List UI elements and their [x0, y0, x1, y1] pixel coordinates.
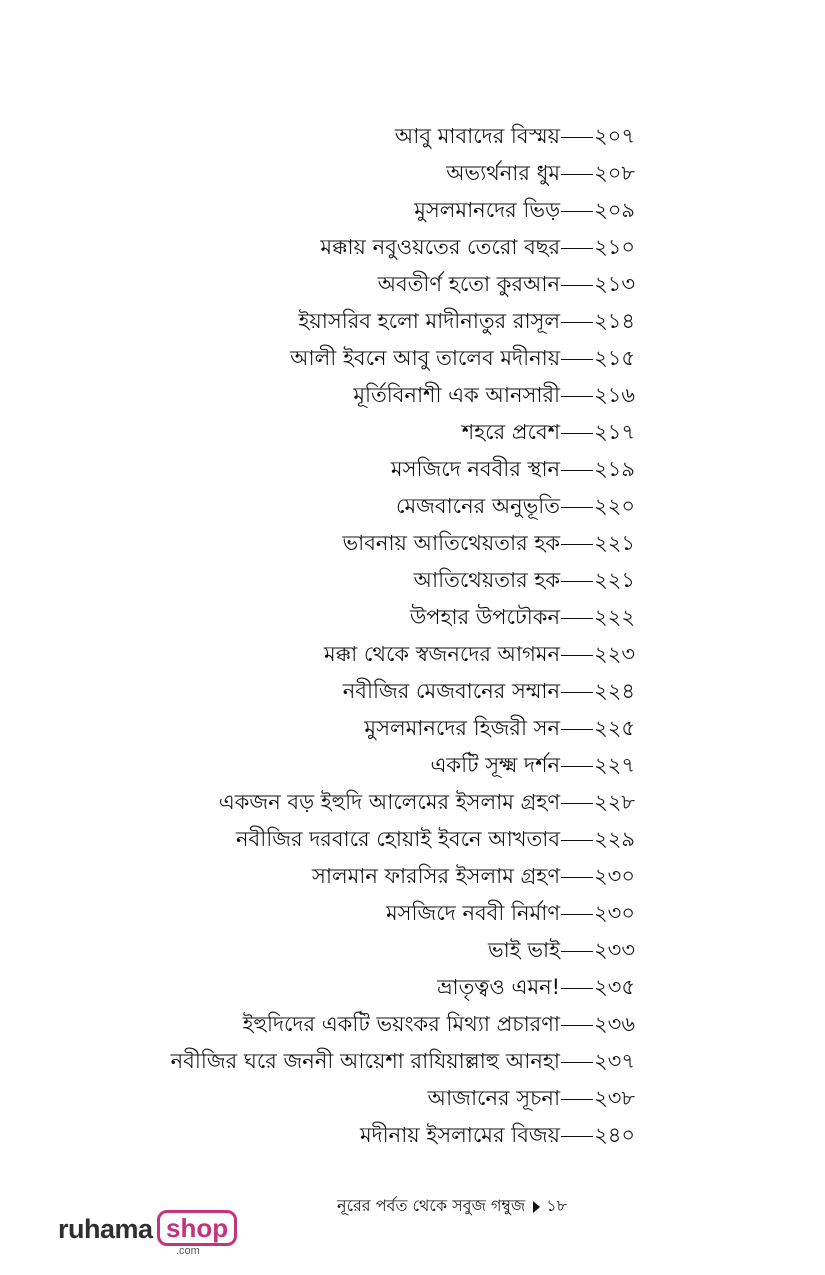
logo-domain-text: .com: [176, 1245, 200, 1257]
toc-entry-page: ২২৫: [594, 716, 635, 740]
toc-entry-title: নবীজির মেজবানের সম্মান: [342, 679, 561, 703]
toc-entry: [75, 747, 635, 784]
toc-entry-title: মক্কায় নবুওয়তের তেরো বছর: [320, 235, 561, 259]
toc-entry-title: ইহুদিদের একটি ভয়ংকর মিথ্যা প্রচারণা: [242, 1012, 561, 1036]
leader-dash: [561, 1136, 593, 1137]
toc-entry-title: উপহার উপঢৌকন: [409, 605, 561, 629]
toc-entry: [75, 636, 635, 673]
toc-entry-page: ২২৯: [594, 827, 635, 851]
logo-left-text: ruhama: [58, 1214, 153, 1244]
leader-dash: [561, 803, 593, 804]
toc-entry: [75, 1006, 635, 1043]
toc-entry-title: আবু মাবাদের বিস্ময়: [394, 124, 561, 148]
leader-dash: [561, 322, 593, 323]
leader-dash: [561, 951, 593, 952]
toc-entry-page: ২২১: [594, 568, 635, 592]
toc-entry-page: ২২২: [594, 605, 635, 629]
toc-entry: [75, 377, 635, 414]
toc-entry: [75, 710, 635, 747]
toc-entry-title: মুসলমানদের হিজরী সন: [364, 716, 561, 740]
leader-dash: [561, 211, 593, 212]
toc-entry-page: ২৩৫: [594, 975, 635, 999]
page-footer: [337, 1193, 567, 1220]
leader-dash: [561, 729, 593, 730]
toc-entry-page: ২১৪: [594, 309, 635, 333]
toc-entry-page: ২৩০: [594, 864, 635, 888]
leader-dash: [561, 692, 593, 693]
toc-entry-title: মুসলমানদের ভিড়: [414, 198, 561, 222]
toc-entry-page: ২০৮: [594, 161, 635, 185]
leader-dash: [561, 359, 593, 360]
toc-entry-page: ২৩৮: [594, 1086, 635, 1110]
toc-entry: [75, 1043, 635, 1080]
toc-entry: [75, 858, 635, 895]
toc-entry-title: সালমান ফারসির ইসলাম গ্রহণ: [312, 864, 561, 888]
toc-entry: [75, 969, 635, 1006]
leader-dash: [561, 766, 593, 767]
toc-entry-page: ২১৬: [594, 383, 635, 407]
toc-entry-title: আজানের সূচনা: [427, 1086, 561, 1110]
toc-entry-page: ২২৪: [594, 679, 635, 703]
toc-entry: [75, 118, 635, 155]
toc-entry-title: মদীনায় ইসলামের বিজয়: [359, 1123, 561, 1147]
toc-entry-title: অভ্যর্থনার ধুম: [446, 161, 561, 185]
toc-entry-page: ২০৯: [594, 198, 635, 222]
toc-entry-page: ২১৭: [594, 420, 635, 444]
toc-entry: [75, 1080, 635, 1117]
leader-dash: [561, 1025, 593, 1026]
toc-entry-title: একজন বড় ইহুদি আলেমের ইসলাম গ্রহণ: [218, 790, 561, 814]
toc-entry: [75, 451, 635, 488]
leader-dash: [561, 618, 593, 619]
toc-entry: [75, 1117, 635, 1154]
leader-dash: [561, 174, 593, 175]
toc-entry-page: ২১৯: [594, 457, 635, 481]
leader-dash: [561, 1062, 593, 1063]
leader-dash: [561, 655, 593, 656]
toc-entry-page: ২২০: [594, 494, 635, 518]
toc-entry: [75, 673, 635, 710]
toc-entry: [75, 340, 635, 377]
toc-entry: [75, 784, 635, 821]
toc-entry: [75, 525, 635, 562]
leader-dash: [561, 470, 593, 471]
toc-entry-title: মেজবানের অনুভূতি: [395, 494, 561, 518]
toc-entry: [75, 266, 635, 303]
leader-dash: [561, 396, 593, 397]
leader-dash: [561, 507, 593, 508]
leader-dash: [561, 840, 593, 841]
leader-dash: [561, 137, 593, 138]
toc-entry-page: ২১৩: [594, 272, 635, 296]
toc-entry: [75, 895, 635, 932]
toc-entry-page: ২২৮: [594, 790, 635, 814]
leader-dash: [561, 877, 593, 878]
toc-entry: [75, 821, 635, 858]
toc-entry: [75, 599, 635, 636]
leader-dash: [561, 581, 593, 582]
toc-entry-page: ২২৭: [594, 753, 635, 777]
toc-entry-title: অবতীর্ণ হতো কুরআন: [377, 272, 561, 296]
toc-entry-title: আলী ইবনে আবু তালেব মদীনায়: [290, 346, 561, 370]
toc-entry: [75, 303, 635, 340]
toc-entry-page: ২৪০: [594, 1123, 635, 1147]
toc-entry-title: মসজিদে নববীর স্থান: [390, 457, 561, 481]
toc-entry-page: ২৩৩: [594, 938, 635, 962]
toc-entry-page: ২০৭: [594, 124, 635, 148]
toc-entry-page: ২১০: [594, 235, 635, 259]
leader-dash: [561, 285, 593, 286]
leader-dash: [561, 988, 593, 989]
toc-entry: [75, 488, 635, 525]
toc-entry-page: ২২৩: [594, 642, 635, 666]
toc-entry: [75, 414, 635, 451]
toc-entry-title: নবীজির দরবারে হোয়াই ইবনে আখতাব: [236, 827, 561, 851]
table-of-contents: [75, 118, 635, 1154]
toc-entry-page: ২২১: [594, 531, 635, 555]
toc-entry-title: আতিথেয়তার হক: [413, 568, 561, 592]
leader-dash: [561, 1099, 593, 1100]
toc-entry-title: মূর্তিবিনাশী এক আনসারী: [353, 383, 561, 407]
toc-entry: [75, 562, 635, 599]
running-title: নূরের পর্বত থেকে সবুজ গম্বুজ: [337, 1196, 526, 1215]
toc-entry-page: ২৩৬: [594, 1012, 635, 1036]
toc-entry-title: মসজিদে নববী নির্মাণ: [385, 901, 561, 925]
toc-entry-title: নবীজির ঘরে জননী আয়েশা রাযিয়াল্লাহু আনহা: [170, 1049, 561, 1073]
page-number: ১৮: [546, 1196, 567, 1215]
toc-entry-page: ২৩৭: [594, 1049, 635, 1073]
leader-dash: [561, 914, 593, 915]
leader-dash: [561, 433, 593, 434]
toc-entry: [75, 155, 635, 192]
toc-entry-title: ইয়াসরিব হলো মাদীনাতুর রাসূল: [298, 309, 561, 333]
toc-entry: [75, 932, 635, 969]
toc-entry-title: শহরে প্রবেশ: [461, 420, 561, 444]
toc-entry-title: ভাই ভাই: [488, 938, 561, 962]
toc-entry-title: ভাবনায় আতিথেয়তার হক: [342, 531, 561, 555]
leader-dash: [561, 544, 593, 545]
toc-entry-title: ভ্রাতৃত্বও এমন!: [437, 975, 561, 999]
toc-entry: [75, 229, 635, 266]
leader-dash: [561, 248, 593, 249]
toc-entry-title: মক্কা থেকে স্বজনদের আগমন: [323, 642, 561, 666]
toc-entry: [75, 192, 635, 229]
toc-entry-page: ২৩০: [594, 901, 635, 925]
logo-shop-badge: shop: [157, 1210, 237, 1246]
triangle-arrow-icon: [533, 1201, 540, 1213]
toc-entry-title: একটি সূক্ষ্ম দর্শন: [430, 753, 561, 777]
toc-entry-page: ২১৫: [594, 346, 635, 370]
